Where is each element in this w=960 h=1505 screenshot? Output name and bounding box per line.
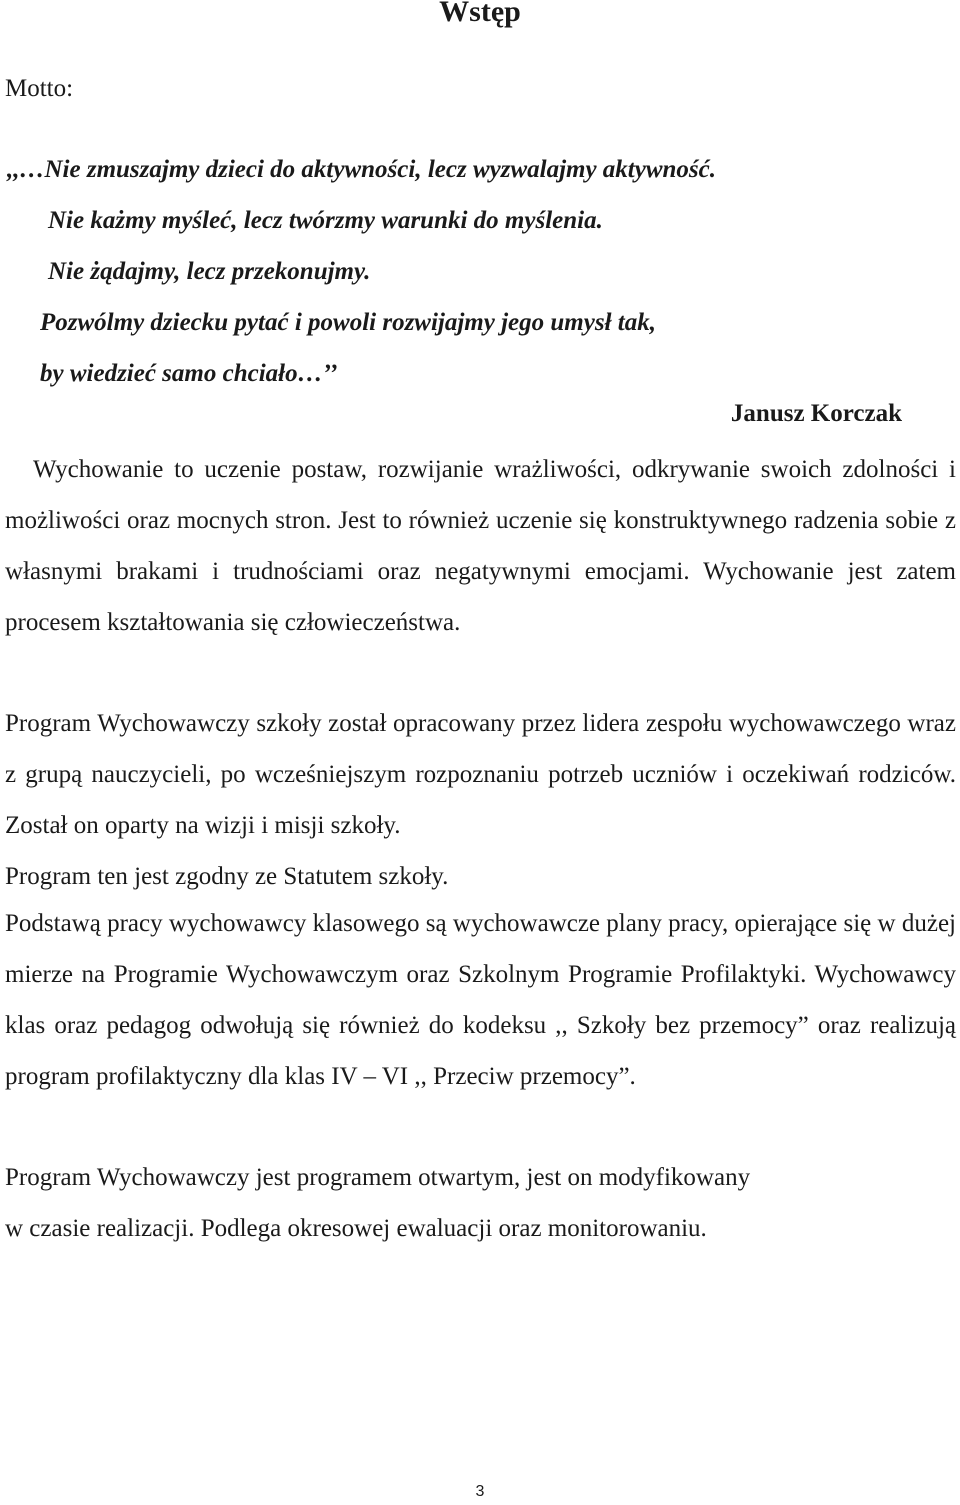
motto-label: Motto: <box>5 75 74 102</box>
paragraph-statute: Program ten jest zgodny ze Statutem szkoły. <box>5 863 449 890</box>
page-number: 3 <box>475 1483 485 1500</box>
paragraph-upbringing: Wychowanie to uczenie postaw, rozwijanie wrażliwości, odkrywanie swoich zdolności i możliwości oraz mocnych stron. Jest to również uczenie się konstruktywnego radzenia sobie z własnymi brakami i trudnościami oraz negatywnymi emocjami. Wychowanie jest zatem procesem kształtowania się człowieczeństwa. <box>5 456 956 636</box>
closing-line: w czasie realizacji. Podlega okresowej ewaluacji oraz monitorowaniu. <box>5 1215 707 1242</box>
quote-line: Nie żądajmy, lecz przekonujmy. <box>48 258 371 285</box>
quote-line: ,,…Nie zmuszajmy dzieci do aktywności, lecz wyzwalajmy aktywność. <box>7 156 716 183</box>
motto-quote <box>0 144 960 399</box>
closing-line: Program Wychowawczy jest programem otwartym, jest on modyfikowany <box>5 1164 751 1191</box>
paragraph-class-plans: Podstawą pracy wychowawcy klasowego są wychowawcze plany pracy, opierające się w dużej mierze na Programie Wychowawczym oraz Szkolnym Programie Profilaktyki. Wychowawcy klas oraz pedagog odwołują się również do kodeksu ,, Szkoły bez przemocy” oraz realizują program profilaktyczny dla klas IV – VI ,, Przeciw przemocy”. <box>5 910 956 1090</box>
quote-author: Janusz Korczak <box>730 400 902 427</box>
page-title: Wstęp <box>439 0 521 28</box>
quote-line: by wiedzieć samo chciało…’’ <box>40 360 338 387</box>
quote-line: Nie każmy myśleć, lecz twórzmy warunki do myślenia. <box>48 207 603 234</box>
quote-line: Pozwólmy dziecku pytać i powoli rozwijajmy jego umysł tak, <box>40 309 656 336</box>
paragraph-open-program <box>5 1152 956 1254</box>
paragraph-program-origin: Program Wychowawczy szkoły został opracowany przez lidera zespołu wychowawczego wraz z grupą nauczycieli, po wcześniejszym rozpoznaniu potrzeb uczniów i oczekiwań rodziców. Został on oparty na wizji i misji szkoły. <box>5 710 956 839</box>
